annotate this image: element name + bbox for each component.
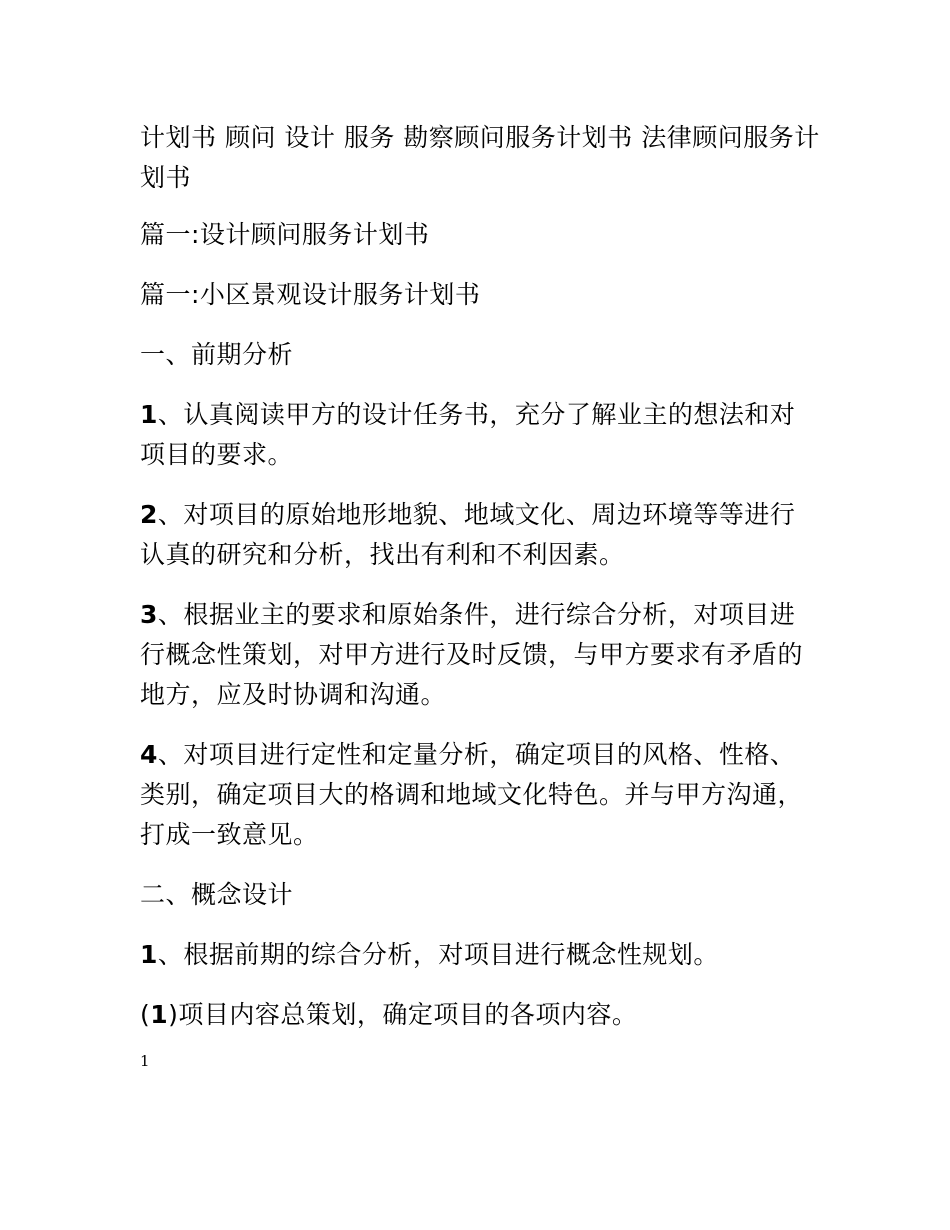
sub-item-number: 1 (150, 1000, 169, 1029)
list-item-3 (140, 595, 820, 715)
heading-2: 篇一:小区景观设计服务计划书 (140, 280, 481, 309)
section-heading-preliminary-analysis: 一、前期分析 (140, 340, 294, 369)
item-number: 1 (140, 940, 158, 969)
document-title: 计划书 顾问 设计 服务 勘察顾问服务计划书 法律顾问服务计划书 (140, 123, 820, 192)
item-text: 、对项目的原始地形地貌、地域文化、周边环境等等进行认真的研究和分析，找出有利和不利因素。 (140, 500, 796, 569)
page-number: 1 (140, 1052, 150, 1070)
document-body (140, 118, 820, 1055)
list-item-concept-1 (140, 935, 820, 975)
section-heading-concept-design: 二、概念设计 (140, 880, 294, 909)
list-item-1 (140, 395, 820, 475)
sub-item-open-paren: ( (140, 1000, 151, 1029)
sub-list-item-1 (140, 995, 820, 1035)
item-text: 、认真阅读甲方的设计任务书，充分了解业主的想法和对项目的要求。 (140, 400, 796, 469)
item-number: 3 (140, 600, 158, 629)
sub-item-text: )项目内容总策划，确定项目的各项内容。 (168, 1000, 638, 1029)
item-text: 、根据前期的综合分析，对项目进行概念性规划。 (157, 940, 719, 969)
item-text: 、根据业主的要求和原始条件，进行综合分析，对项目进行概念性策划，对甲方进行及时反馈，与甲方要求有矛盾的地方，应及时协调和沟通。 (140, 600, 804, 709)
item-number: 1 (140, 400, 158, 429)
list-item-4 (140, 735, 820, 855)
item-number: 4 (140, 740, 158, 769)
item-number: 2 (140, 500, 158, 529)
heading-1: 篇一:设计顾问服务计划书 (140, 220, 430, 249)
list-item-2 (140, 495, 820, 575)
item-text: 、对项目进行定性和定量分析，确定项目的风格、性格、类别，确定项目大的格调和地域文化特色。并与甲方沟通，打成一致意见。 (140, 740, 804, 849)
